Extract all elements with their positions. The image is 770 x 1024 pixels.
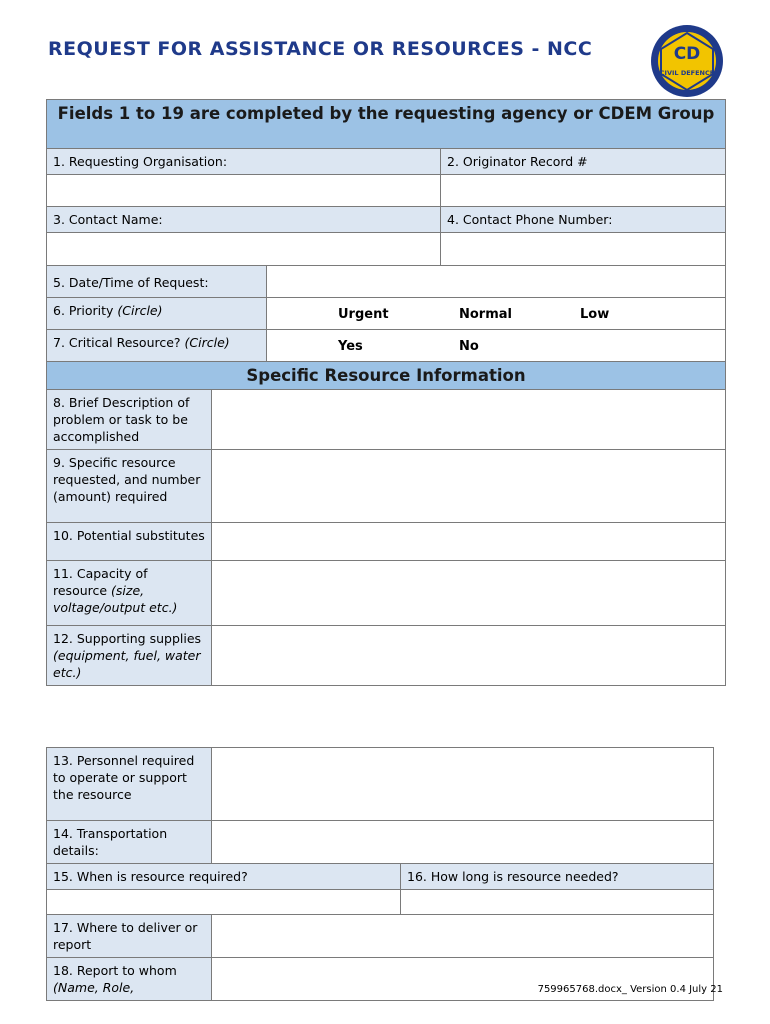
priority-option-low[interactable]: Low [580,307,610,322]
input-contact-name[interactable] [47,233,441,266]
field-label-potential-substitutes: 10. Potential substitutes [47,523,212,561]
section-header-specific: Specific Resource Information [47,362,726,390]
input-originator-record[interactable] [441,175,726,207]
priority-options-cell [267,298,726,330]
field-label-requesting-organisation: 1. Requesting Organisation: [47,149,441,175]
input-transportation[interactable] [212,821,714,864]
field-label-originator-record: 2. Originator Record # [441,149,726,175]
request-form-table-continued [46,747,714,1001]
priority-option-normal[interactable]: Normal [459,307,512,322]
field-label-where-deliver: 17. Where to deliver or report [47,915,212,958]
report-label-note: (Name, Role, [53,980,135,995]
input-brief-description[interactable] [212,390,726,450]
input-requesting-organisation[interactable] [47,175,441,207]
field-label-date-time: 5. Date/Time of Request: [47,266,267,298]
priority-option-urgent[interactable]: Urgent [338,307,389,322]
input-contact-phone[interactable] [441,233,726,266]
capacity-label-note: (size, voltage/output etc.) [53,583,178,615]
field-label-critical-resource [47,330,267,362]
input-date-time[interactable] [267,266,726,298]
critical-option-yes[interactable]: Yes [338,339,363,354]
supplies-label-note: (equipment, fuel, water etc.) [53,648,201,680]
field-label-capacity [47,561,212,626]
input-specific-resource[interactable] [212,450,726,523]
input-capacity[interactable] [212,561,726,626]
section-header-requesting: Fields 1 to 19 are completed by the requesting agency or CDEM Group [47,100,726,149]
field-label-when-required: 15. When is resource required? [47,864,401,890]
field-label-specific-resource: 9. Specific resource requested, and number (amount) required [47,450,212,523]
input-supporting-supplies[interactable] [212,626,726,686]
input-potential-substitutes[interactable] [212,523,726,561]
field-label-brief-description: 8. Brief Description of problem or task to be accomplished [47,390,212,450]
field-label-priority [47,298,267,330]
field-label-transportation: 14. Transportation details: [47,821,212,864]
field-label-supporting-supplies [47,626,212,686]
request-form-table [46,99,726,686]
supplies-label-text: 12. Supporting supplies [53,631,202,646]
form-title: REQUEST FOR ASSISTANCE OR RESOURCES - NCC [48,38,593,60]
input-personnel[interactable] [212,748,714,821]
critical-label-note: (Circle) [184,335,230,350]
critical-option-no[interactable]: No [459,339,479,354]
capacity-label-text: 11. Capacity of resource [53,566,148,598]
report-label-text: 18. Report to whom [53,963,177,978]
field-label-personnel: 13. Personnel required to operate or support the resource [47,748,212,821]
critical-options-cell [267,330,726,362]
field-label-contact-phone: 4. Contact Phone Number: [441,207,726,233]
civil-defence-logo [650,24,724,98]
input-how-long[interactable] [401,890,714,915]
input-when-required[interactable] [47,890,401,915]
field-label-how-long: 16. How long is resource needed? [401,864,714,890]
logo-ring-text: CIVIL DEFENCE [659,69,715,77]
priority-label-text: 6. Priority [53,303,118,318]
document-footer: 759965768.docx_ Version 0.4 July 21 [537,984,723,995]
priority-label-note: (Circle) [117,303,163,318]
logo-letters: CD [673,44,701,64]
critical-label-text: 7. Critical Resource? [53,335,185,350]
input-where-deliver[interactable] [212,915,714,958]
field-label-contact-name: 3. Contact Name: [47,207,441,233]
